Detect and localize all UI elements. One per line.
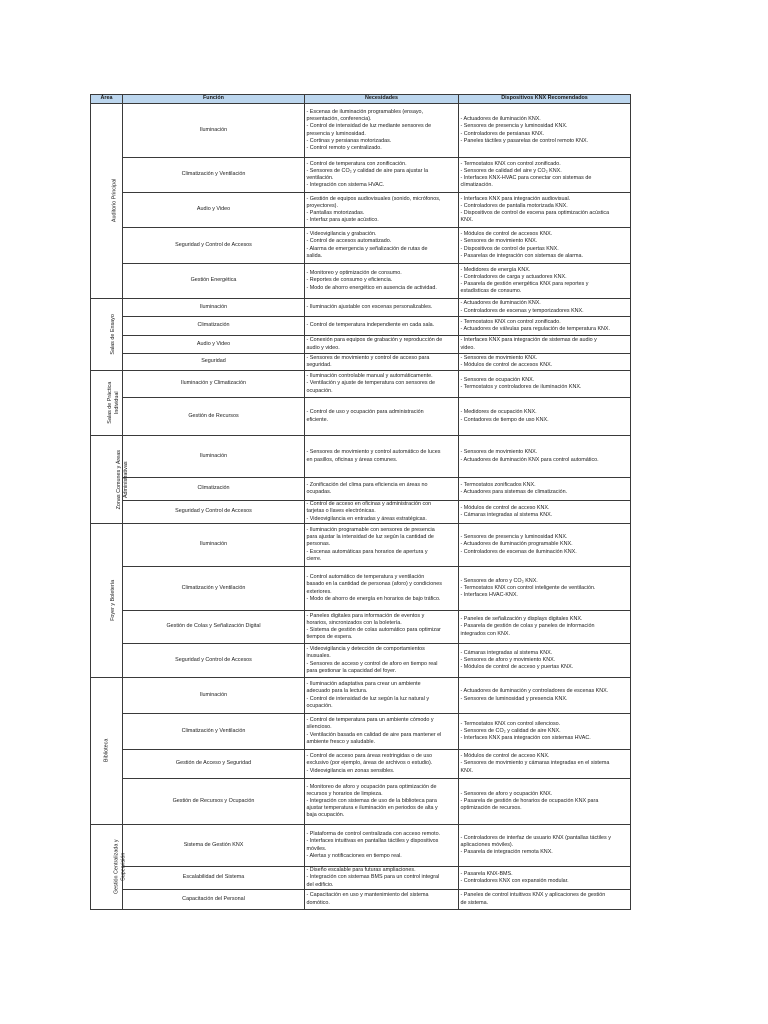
necesidad-line: - Capacitación en uso y mantenimiento del sistema [306,892,429,899]
necesidad-line: cierre. [306,555,322,562]
header-row [91,95,631,104]
area-label: Foyer y Boletería [109,579,116,621]
dispositivo-line: - Sensores de ocupación KNX. [460,376,535,383]
necesidad-line: - Control de intensidad de luz según la luz natural y [306,695,430,702]
necesidad-line: - Sensores de acceso y control de aforo en tiempo real [306,660,438,667]
dispositivos-cell [459,867,631,890]
dispositivo-line: integrados con KNX. [460,630,510,637]
dispositivos-cell [459,611,631,644]
funcion-cell: Climatización y Ventilación [123,158,305,193]
dispositivos-cell [459,501,631,524]
necesidad-line: - Control de uso y ocupación para administración [306,409,424,416]
dispositivos-cell [459,398,631,436]
necesidades-cell [305,354,459,371]
dispositivo-line: - Sensores de movimiento KNX. [460,238,538,245]
dispositivo-line: - Sensores de CO₂ y calidad de aire KNX. [460,727,561,734]
dispositivo-line: - Controladores de carga y actuadores KNX. [460,273,567,280]
necesidad-line: - Modo de ahorro energético en ausencia de actividad. [306,284,437,291]
dispositivo-line: - Pasarelas de integración con sistemas de alarma. [460,252,584,259]
necesidad-line: adecuado para la lectura. [306,688,368,695]
dispositivos-cell [459,644,631,678]
dispositivo-line: - Sensores de calidad del aire y CO₂ KNX. [460,167,562,174]
necesidad-line: - Iluminación ajustable con escenas personalizables. [306,303,433,310]
dispositivo-line: - Módulos de control de accesos KNX. [460,362,553,368]
dispositivo-line: - Paneles de control intuitivos KNX y aplicaciones de gestión [460,892,606,899]
necesidad-line: - Control automático de temperatura y ventilación [306,574,425,581]
necesidad-line: - Iluminación programable con sensores de presencia [306,527,435,534]
funcion-cell: Gestión de Acceso y Seguridad [123,750,305,779]
area-label-line: Individual [113,391,120,415]
necesidad-line: - Monitoreo y optimización de consumo. [306,270,402,277]
funcion-cell: Iluminación [123,104,305,158]
area-label: Salas de Ensayo [109,314,116,355]
knx-requirements-table [90,94,631,910]
necesidad-line: - Conexión para equipos de grabación y reproducción de [306,337,443,344]
funcion-cell: Gestión de Recursos y Ocupación [123,779,305,825]
necesidad-line: tarjetas o llaves electrónicas. [306,508,376,515]
dispositivos-cell [459,478,631,501]
necesidad-line: del edificio. [306,881,334,888]
necesidad-line: - Paneles digitales para información de eventos y [306,612,425,619]
dispositivos-cell [459,714,631,750]
necesidades-cell [305,501,459,524]
area-label: Auditorio Principal [110,179,117,223]
necesidad-line: presentación, conferencia). [306,116,372,123]
dispositivo-line: - Sensores de aforo y movimiento KNX. [460,656,556,663]
table-row [91,436,631,478]
dispositivos-cell [459,317,631,336]
necesidades-cell [305,867,459,890]
dispositivo-line: - Actuadores de iluminación KNX. [460,300,541,307]
dispositivos-cell [459,371,631,398]
necesidad-line: ambiente fresco y saludable. [306,738,376,745]
necesidad-line: salida. [306,252,323,259]
necesidad-line: - Alarma de emergencia y señalización de rutas de [306,245,428,252]
dispositivo-line: - Sensores de aforo y ocupación KNX. [460,790,553,797]
table-row [91,825,631,867]
table-row [91,501,631,524]
necesidades-cell [305,436,459,478]
dispositivo-line: - Controladores KNX con expansión modular. [460,878,569,884]
necesidad-line: - Videovigilancia en zonas sensibles. [306,767,395,774]
dispositivo-line: - Interfaces KNX para integración con sistemas HVAC. [460,735,591,742]
dispositivo-line: - Interfaces KNX para integración audiovisual. [460,195,571,202]
necesidad-line: para gestionar la capacidad del foyer. [306,667,397,674]
necesidad-line: - Interfaces intuitivas en pantallas táctiles y dispositivos [306,838,439,845]
necesidad-line: eficiente. [306,416,329,423]
necesidad-line: - Integración con sistemas de uso de la biblioteca para [306,797,437,804]
area-cell [91,825,126,910]
area-label-line: Administrativas [122,461,129,498]
dispositivo-line: - Sensores de luminosidad y presencia KNX. [460,695,568,702]
necesidad-line: seguridad. [306,362,332,368]
dispositivo-line: - Sensores de presencia y luminosidad KNX. [460,123,568,130]
table-row [91,193,631,228]
table-row [91,567,631,611]
table-row [91,228,631,264]
area-label-line: Zonas Comunes y Áreas [115,449,122,509]
necesidad-line: - Iluminación adaptativa para crear un ambiente [306,681,421,688]
funcion-cell: Gestión de Colas y Señalización Digital [123,611,305,644]
necesidad-line: - Control de intensidad de luz mediante sensores de [306,123,432,130]
table-row [91,714,631,750]
necesidad-line: ventilación. [306,175,334,181]
area-label-line: Supervisión [119,852,126,881]
funcion-cell: Climatización [123,317,305,336]
necesidad-line: - Control de temperatura con zonificación. [306,160,407,167]
dispositivo-line: - Contadores de tiempo de uso KNX. [460,416,549,423]
necesidades-cell [305,264,459,299]
dispositivo-line: climatización. [460,182,493,189]
funcion-cell: Gestión Energética [123,264,305,299]
necesidad-line: - Pantallas motorizadas. [306,210,365,216]
necesidad-line: - Ventilación y ajuste de temperatura con sensores de [306,380,436,387]
table-row [91,678,631,714]
funcion-cell: Iluminación [123,678,305,714]
funcion-cell: Capacitación del Personal [123,890,305,910]
dispositivo-line: - Medidores de energía KNX. [460,266,531,273]
funcion-cell: Iluminación [123,436,305,478]
necesidades-cell [305,714,459,750]
necesidad-line: - Control remoto y centralizado. [306,144,382,151]
necesidad-line: - Diseño escalable para futuras ampliaciones. [306,867,416,874]
dispositivo-line: - Interfaces KNX-HVAC para conectar con sistemas de [460,175,592,181]
necesidades-cell [305,398,459,436]
dispositivo-line: - Sensores de movimiento KNX. [460,354,538,361]
dispositivos-cell [459,678,631,714]
dispositivos-cell [459,354,631,371]
dispositivo-line: - Termostatos y controladores de iluminación KNX. [460,384,582,390]
necesidades-cell [305,317,459,336]
necesidad-line: ocupación. [306,702,333,709]
header-dispositivos: Dispositivos KNX Recomendados [459,95,631,104]
dispositivo-line: - Controladores de escenas de iluminación KNX. [460,548,577,555]
dispositivos-cell [459,299,631,317]
area-cell [91,299,123,371]
dispositivo-line: - Actuadores de iluminación y controladores de escenas KNX. [460,688,609,695]
funcion-cell: Seguridad y Control de Accesos [123,644,305,678]
necesidades-cell [305,644,459,678]
dispositivo-line: - Interfaces KNX para integración de sistemas de audio y [460,337,597,344]
dispositivo-line: - Dispositivos de control de escena para optimización acústica [460,210,610,216]
necesidad-line: - Integración con sistema HVAC. [306,182,385,189]
necesidades-cell [305,158,459,193]
dispositivos-cell [459,750,631,779]
necesidad-line: - Sistema de gestión de colas automático para optimizar [306,627,441,633]
dispositivo-line: - Cámaras integradas al sistema KNX. [460,649,553,656]
funcion-cell: Seguridad y Control de Accesos [123,501,305,524]
dispositivo-line: - Controladores de persianas KNX. [460,130,545,137]
funcion-cell: Iluminación y Climatización [123,371,305,398]
dispositivo-line: - Actuadores para sistemas de climatización. [460,489,568,495]
dispositivo-line: - Módulos de control de acceso KNX. [460,504,550,511]
table-body [91,104,631,910]
necesidades-cell [305,524,459,567]
table-row [91,867,631,890]
necesidad-line: - Control de acceso para áreas restringidas o de uso [306,753,433,760]
dispositivo-line: - Termostatos KNX con control inteligente de ventilación. [460,584,596,591]
dispositivo-line: - Cámaras integradas al sistema KNX. [460,512,553,518]
necesidades-cell [305,478,459,501]
necesidad-line: - Sensores de movimiento y control de acceso para [306,354,430,361]
table-row [91,750,631,779]
necesidad-line: - Videovigilancia en entradas y áreas estratégicas. [306,515,427,522]
table-row [91,158,631,193]
necesidad-line: - Sensores de CO₂ y calidad de aire para ajustar la [306,167,429,174]
area-cell [91,436,129,524]
area-cell [91,104,123,299]
necesidad-line: - Reportes de consumo y eficiencia. [306,277,393,284]
necesidad-line: - Ventilación basada en calidad de aire para mantener el [306,731,442,738]
dispositivos-cell [459,104,631,158]
dispositivo-line: - Pasarela de integración remota KNX. [460,849,553,856]
dispositivos-cell [459,779,631,825]
dispositivo-line: - Actuadores de válvulas para regulación de temperatura KNX. [460,326,611,332]
dispositivo-line: aplicaciones móviles). [460,841,514,848]
area-label [107,382,121,424]
necesidad-line: audio y video. [306,344,340,351]
necesidad-line: - Control de temperatura independiente en cada sala. [306,322,435,329]
dispositivos-cell [459,825,631,867]
dispositivo-line: - Actuadores de iluminación KNX para control automático. [460,456,599,463]
dispositivos-cell [459,158,631,193]
header-funcion: Función [123,95,305,104]
necesidad-line: ajustar temperatura e iluminación en periodos de alta y [306,805,438,812]
funcion-cell: Gestión de Recursos [123,398,305,436]
necesidad-line: horarios, sincronizados con la boletería. [306,619,402,626]
header-area: Área [91,95,123,104]
dispositivo-line: KNX. [460,767,474,774]
dispositivo-line: - Termostatos KNX con control zonificado. [460,318,561,325]
necesidad-line: en pasillos, oficinas y áreas comunes. [306,456,398,463]
table-row [91,104,631,158]
dispositivo-line: - Pasarela KNX-BMS. [460,870,513,877]
table-row [91,336,631,354]
necesidad-line: para ajustar la intensidad de luz según la cantidad de [306,534,434,541]
necesidad-line: personas. [306,541,331,548]
necesidad-line: ocupación. [306,387,333,394]
table-row [91,398,631,436]
necesidad-line: - Control de temperatura para un ambiente cómodo y [306,717,434,724]
area-cell [91,678,123,825]
dispositivo-line: - Sensores de movimiento y cámaras integradas en el sistema [460,760,610,767]
necesidades-cell [305,299,459,317]
dispositivos-cell [459,193,631,228]
dispositivo-line: - Interfaces HVAC-KNX. [460,592,518,599]
table-row [91,524,631,567]
funcion-cell: Sistema de Gestión KNX [123,825,305,867]
necesidad-line: tiempos de espera. [306,634,353,641]
dispositivo-line: - Sensores de movimiento KNX. [460,449,538,456]
necesidad-line: basado en la cantidad de personas (aforo) y condiciones [306,581,442,588]
funcion-cell: Climatización y Ventilación [123,714,305,750]
dispositivo-line: de sistema. [460,899,489,906]
dispositivo-line: - Controladores de pantalla motorizada KNX. [460,202,568,209]
table-row [91,611,631,644]
funcion-cell: Seguridad y Control de Accesos [123,228,305,264]
table-row [91,317,631,336]
necesidad-line: - Plataforma de control centralizada con acceso remoto. [306,831,441,838]
funcion-cell: Escalabilidad del Sistema [123,867,305,890]
table-row [91,371,631,398]
necesidades-cell [305,611,459,644]
necesidad-line: recursos y horarios de limpieza. [306,790,383,797]
funcion-cell: Audio y Video [123,336,305,354]
table-row [91,890,631,910]
funcion-cell: Audio y Video [123,193,305,228]
necesidades-cell [305,750,459,779]
necesidad-line: proyectores). [306,202,338,209]
table-row [91,644,631,678]
dispositivos-cell [459,336,631,354]
dispositivo-line: optimización de recursos. [460,805,522,812]
necesidad-line: - Interfaz para ajuste acústico. [306,217,379,224]
funcion-cell: Climatización y Ventilación [123,567,305,611]
necesidades-cell [305,825,459,867]
necesidades-cell [305,228,459,264]
dispositivo-line: - Módulos de control de acceso KNX. [460,753,550,760]
necesidad-line: baja ocupación. [306,812,345,819]
dispositivo-line: - Termostatos KNX con control silencioso. [460,720,561,727]
necesidad-line: ocupadas. [306,489,332,495]
necesidad-line: - Integración con sistemas BMS para un control integral [306,874,440,881]
area-label [115,450,129,509]
necesidad-line: - Monitoreo de aforo y ocupación para optimización de [306,783,437,790]
table-row [91,354,631,371]
dispositivo-line: - Termostatos zonificados KNX. [460,481,536,488]
dispositivo-line: - Módulos de control de accesos KNX. [460,231,553,238]
funcion-cell: Iluminación [123,524,305,567]
necesidad-line: - Zonificación del clima para eficiencia en áreas no [306,481,428,488]
area-label-line: Gestión Centralizada y [113,839,120,895]
necesidades-cell [305,678,459,714]
dispositivo-line: - Paneles de señalización y displays digitales KNX. [460,616,583,623]
dispositivo-line: - Actuadores de iluminación programable KNX. [460,541,573,548]
necesidad-line: - Modo de ahorro de energía en horarios de bajo tráfico. [306,595,441,602]
necesidad-line: - Iluminación controlable manual y automáticamente. [306,373,433,380]
area-label-line: Salas de Práctica [106,381,113,424]
area-cell [91,371,123,436]
dispositivos-cell [459,567,631,611]
dispositivos-cell [459,436,631,478]
dispositivo-line: KNX. [460,217,474,224]
dispositivo-line: - Actuadores de iluminación KNX. [460,116,541,123]
necesidad-line: - Videovigilancia y grabación. [306,231,377,238]
funcion-cell: Seguridad [123,354,305,371]
necesidad-line: - Control de accesos automatizado. [306,238,392,245]
dispositivos-cell [459,890,631,910]
dispositivos-cell [459,264,631,299]
necesidad-line: domótico. [306,899,330,906]
area-label: Biblioteca [103,739,110,763]
dispositivos-cell [459,524,631,567]
funcion-cell: Iluminación [123,299,305,317]
funcion-cell: Climatización [123,478,305,501]
dispositivo-line: - Controladores de interfaz de usuario KNX (pantallas táctiles y [460,834,611,841]
necesidad-line: - Gestión de equipos audiovisuales (sonido, micrófonos, [306,195,441,202]
necesidad-line: - Sensores de movimiento y control automático de luces [306,449,441,456]
necesidad-line: silencioso. [306,724,332,731]
table-row [91,299,631,317]
necesidades-cell [305,193,459,228]
dispositivo-line: - Termostatos KNX con control zonificado. [460,160,561,167]
necesidad-line: presencia y luminosidad. [306,130,366,137]
necesidades-cell [305,567,459,611]
necesidad-line: - Escenas automáticas para horarios de apertura y [306,548,428,555]
necesidad-line: - Alertas y notificaciones en tiempo real. [306,852,402,859]
dispositivo-line: - Dispositivos de control de puertas KNX. [460,245,559,252]
dispositivo-line: - Paneles táctiles y pasarelas de control remoto KNX. [460,137,589,144]
necesidad-line: inusuales. [306,653,331,660]
header-necesidades: Necesidades [305,95,459,104]
necesidad-line: - Cortinas y persianas motorizadas. [306,137,392,144]
dispositivo-line: - Medidores de ocupación KNX. [460,409,537,416]
table-row [91,264,631,299]
necesidades-cell [305,104,459,158]
necesidades-cell [305,890,459,910]
dispositivo-line: - Módulos de control de acceso y puertas KNX. [460,664,574,671]
necesidades-cell [305,336,459,354]
dispositivo-line: - Controladores de escenas y temporizadores KNX. [460,307,584,314]
necesidad-line: - Escenas de iluminación programables (ensayo, [306,108,424,115]
necesidad-line: exclusivo (por ejemplo, áreas de archivos o estudio). [306,760,433,767]
dispositivos-cell [459,228,631,264]
dispositivo-line: - Sensores de aforo y CO₂ KNX. [460,577,538,584]
necesidades-cell [305,371,459,398]
dispositivo-line: video. [460,344,475,351]
necesidad-line: exteriores. [306,588,332,595]
dispositivo-line: - Pasarela de gestión energética KNX para reportes y [460,281,589,287]
dispositivo-line: - Pasarela de gestión de horarios de ocupación KNX para [460,797,599,804]
dispositivo-line: - Sensores de presencia y luminosidad KNX. [460,534,568,541]
area-label [113,840,127,895]
necesidad-line: - Control de acceso en oficinas y administración con [306,501,432,508]
table-row [91,478,631,501]
dispositivo-line: estadísticas de consumo. [460,288,522,295]
dispositivo-line: - Pasarela de gestión de colas y paneles de información [460,623,595,630]
necesidad-line: - Videovigilancia y detección de comportamientos [306,646,425,653]
table-row [91,779,631,825]
area-cell [91,524,123,678]
necesidad-line: móviles. [306,845,327,852]
necesidades-cell [305,779,459,825]
